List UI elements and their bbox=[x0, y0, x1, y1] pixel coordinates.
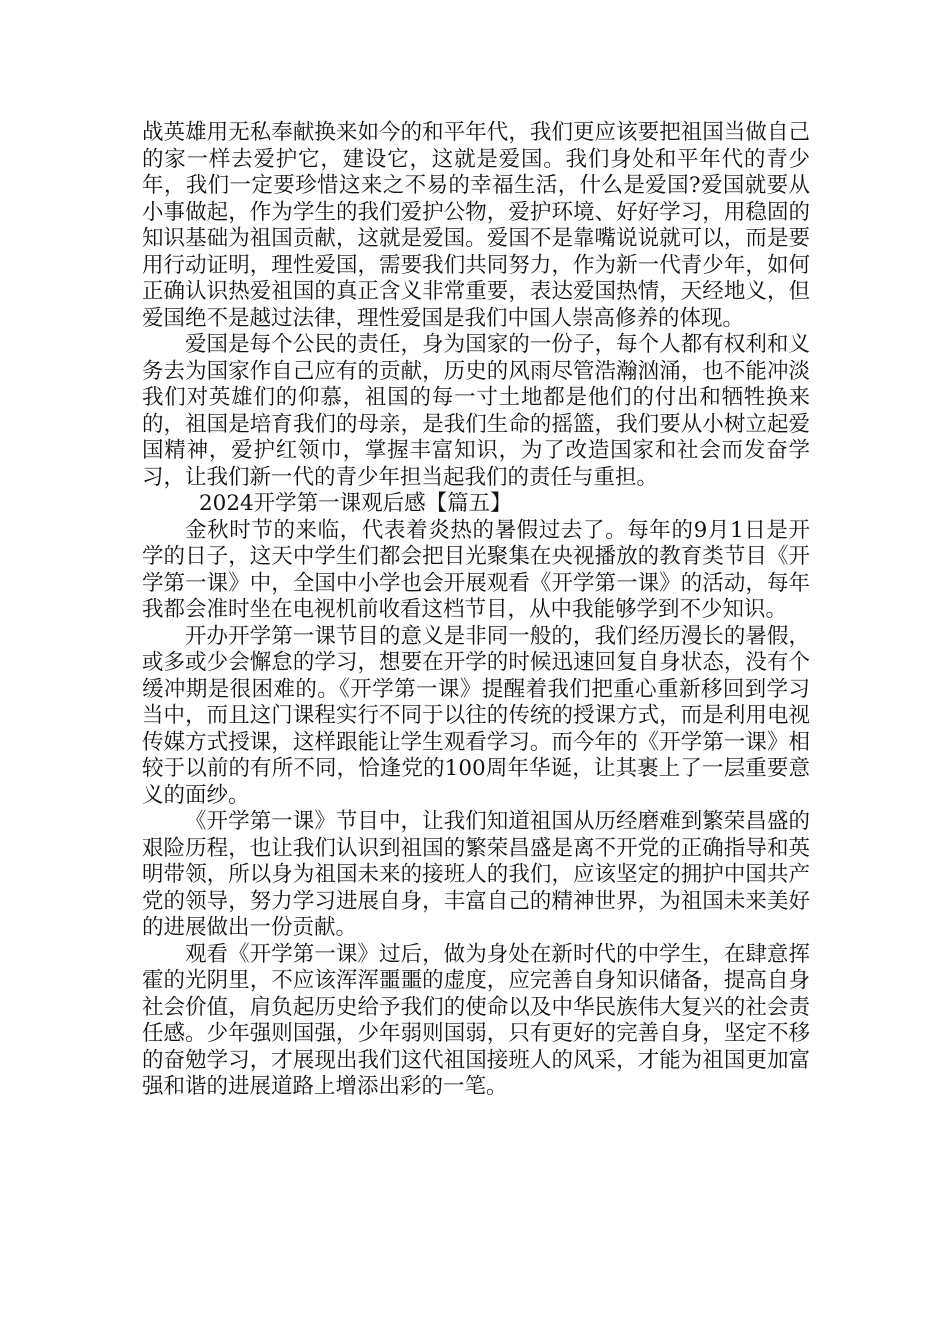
paragraph-4: 开办开学第一课节目的意义是非同一般的，我们经历漫长的暑假，或多或少会懈怠的学习，想要在开学的时候迅速回复自身状态，没有个缓冲期是很困难的。《开学第一课》提醒着我们把重心重新移回到学习当中，而且这门课程实行不同于以往的传统的授课方式，而是利用电视传媒方式授课，这样跟能让学生观看学习。而今年的《开学第一课》相较于以前的有所不同，恰逢党的100周年华诞，让其裹上了一层重要意义的面纱。 bbox=[142, 623, 810, 808]
paragraph-3: 金秋时节的来临，代表着炎热的暑假过去了。每年的9月1日是开学的日子，这天中学生们都会把目光聚集在央视播放的教育类节目《开学第一课》中，全国中小学也会开展观看《开学第一课》的活动，每年我都会准时坐在电视机前收看这档节目，从中我能够学到不少知识。 bbox=[142, 517, 810, 622]
paragraph-6: 观看《开学第一课》过后，做为身处在新时代的中学生，在肆意挥霍的光阴里，不应该浑浑噩噩的虚度，应完善自身知识储备，提高自身社会价值，肩负起历史给予我们的使命以及中华民族伟大复兴的社会责任感。少年强则国强，少年弱则国弱，只有更好的完善自身，坚定不移的奋勉学习，才展现出我们这代祖国接班人的风采，才能为祖国更加富强和谐的进展道路上增添出彩的一笔。 bbox=[142, 941, 810, 1099]
paragraph-1: 战英雄用无私奉献换来如今的和平年代，我们更应该要把祖国当做自己的家一样去爱护它，建设它，这就是爱国。我们身处和平年代的青少年，我们一定要珍惜这来之不易的幸福生活，什么是爱国?爱国就要从小事做起，作为学生的我们爱护公物，爱护环境、好好学习，用稳固的知识基础为祖国贡献，这就是爱国。爱国不是靠嘴说说就可以，而是要用行动证明，理性爱国，需要我们共同努力，作为新一代青少年，如何正确认识热爱祖国的真正含义非常重要，表达爱国热情，天经地义，但爱国绝不是越过法律，理性爱国是我们中国人崇高修养的体现。 bbox=[142, 120, 810, 331]
paragraph-2: 爱国是每个公民的责任，身为国家的一份子，每个人都有权利和义务去为国家作自己应有的贡献，历史的风雨尽管浩瀚汹涌，也不能冲淡我们对英雄们的仰慕，祖国的每一寸土地都是他们的付出和牺牲换来的，祖国是培育我们的母亲，是我们生命的摇篮，我们要从小树立起爱国精神，爱护红领巾，掌握丰富知识，为了改造国家和社会而发奋学习，让我们新一代的青少年担当起我们的责任与重担。 bbox=[142, 332, 810, 490]
paragraph-5: 《开学第一课》节目中，让我们知道祖国从历经磨难到繁荣昌盛的艰险历程，也让我们认识到祖国的繁荣昌盛是离不开党的正确指导和英明带领，所以身为祖国未来的接班人的我们，应该坚定的拥护中国共产党的领导，努力学习进展自身，丰富自己的精神世界，为祖国未来美好的进展做出一份贡献。 bbox=[142, 809, 810, 940]
section-heading: 2024开学第一课观后感【篇五】 bbox=[198, 491, 512, 516]
document-body bbox=[142, 120, 810, 1101]
